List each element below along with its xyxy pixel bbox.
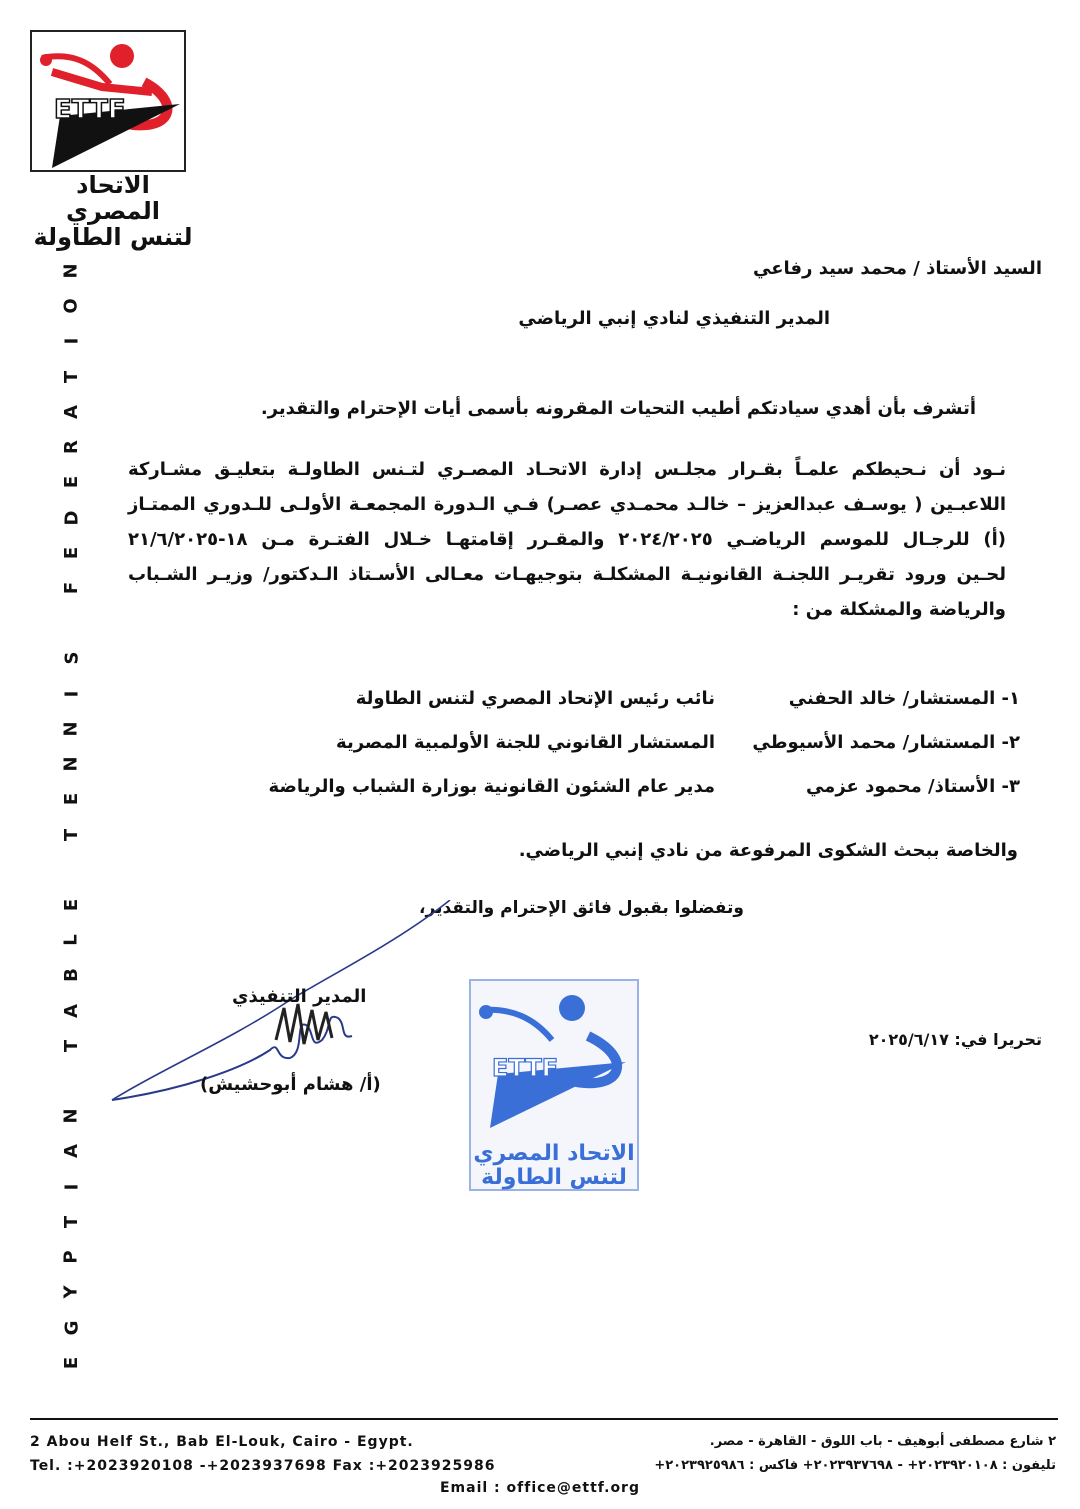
vertical-letter: G xyxy=(61,1320,82,1335)
concern-line: والخاصة ببحث الشكوى المرفوعة من نادي إنبي الرياضي. xyxy=(518,840,1018,861)
stamp-arabic-line2: لتنس الطاولة xyxy=(481,1165,627,1190)
logo-arabic-line2: لتنس الطاولة xyxy=(33,223,193,251)
paragraph-line: (أ) للرجـال للموسم الرياضـي ٢٠٢٤/٢٠٢٥ والمقـرر إقامتهـا خـلال الفتـرة مـن ١٨-٢١/٦/٢٠٢٥ xyxy=(128,529,1006,550)
vertical-letter: F xyxy=(60,581,82,595)
member-role: مدير عام الشئون القانونية بوزارة الشباب والرياضة xyxy=(268,776,715,797)
vertical-letter: D xyxy=(60,510,82,526)
member-name: ١- المستشار/ خالد الحفني xyxy=(788,688,1020,709)
vertical-letter: T xyxy=(61,1215,82,1229)
vertical-letter: E xyxy=(60,476,82,489)
member-name: ٣- الأستاذ/ محمود عزمي xyxy=(805,776,1020,797)
stamp-arabic-line1: الاتحاد المصري xyxy=(473,1141,635,1166)
vertical-letter: I xyxy=(60,690,82,697)
vertical-letter: T xyxy=(61,828,82,841)
vertical-letter xyxy=(63,620,81,626)
paragraph-line: نـود أن نـحيطكم علمـاً بقـرار مجلـس إدارة الاتحـاد المصـري لتـنس الطاولـة بتعليـق مشـاركة xyxy=(128,459,1006,480)
signatory-title: المدير التنفيذي xyxy=(232,986,367,1007)
logo-arabic-line1: الاتحاد المصري xyxy=(66,171,160,225)
member-name: ٢- المستشار/ محمد الأسيوطي xyxy=(752,732,1020,753)
recipient-name: السيد الأستاذ / محمد سيد رفاعي xyxy=(753,258,1042,279)
paragraph-line: اللاعبـين ( يوسـف عبدالعزيز – خالـد محمـدي عصـر) فـي الـدورة المجمعـة الأولـى للـدوري الممتـاز xyxy=(128,494,1006,515)
vertical-letter xyxy=(63,1078,81,1084)
body-paragraph xyxy=(128,452,1006,627)
paragraph-line: والرياضة والمشكلة من : xyxy=(792,599,1006,620)
federation-stamp xyxy=(468,978,640,1192)
vertical-letter: A xyxy=(61,404,82,419)
vertical-letter: L xyxy=(60,934,82,946)
vertical-federation-name xyxy=(60,262,84,1372)
vertical-letter: Y xyxy=(60,1285,82,1299)
closing-line: وتفضلوا بقبول فائق الإحترام والتقدير، xyxy=(419,898,744,918)
footer-divider xyxy=(30,1418,1058,1420)
stamp-abbr: ETTF xyxy=(492,1054,559,1082)
footer-address-ar: ٢ شارع مصطفى أبوهيف - باب اللوق - القاهرة - مصر. xyxy=(709,1434,1056,1449)
footer-email[interactable]: Email : office@ettf.org xyxy=(439,1480,640,1496)
vertical-letter: E xyxy=(60,793,82,806)
vertical-letter: T xyxy=(61,370,82,383)
paragraph-line: لحـين ورود تقريـر اللجنـة القانونيـة المشكلـة بتوجيهـات معـالى الأسـتاذ الـدكتور/ وزيـر الشـباب xyxy=(128,564,1006,585)
vertical-letter: E xyxy=(60,1356,82,1369)
vertical-letter: N xyxy=(60,1108,82,1124)
member-role: المستشار القانوني للجنة الأولمبية المصرية xyxy=(336,732,715,753)
vertical-letter: A xyxy=(61,1144,82,1159)
vertical-letter: A xyxy=(61,1003,82,1018)
committee-member xyxy=(260,776,1020,820)
vertical-letter: E xyxy=(60,898,82,912)
vertical-letter: I xyxy=(60,1183,82,1191)
committee-member xyxy=(260,732,1020,776)
logo-graphic xyxy=(32,32,184,170)
vertical-letter: N xyxy=(60,756,82,772)
greeting: أتشرف بأن أهدي سيادتكم أطيب التحيات المقرونه بأسمى أيات الإحترام والتقدير. xyxy=(260,398,976,419)
vertical-letter: T xyxy=(61,1039,82,1052)
logo-abbr: ETTF xyxy=(54,95,126,125)
vertical-letter: P xyxy=(60,1250,82,1264)
vertical-letter: I xyxy=(60,338,82,345)
vertical-letter: O xyxy=(61,298,82,314)
vertical-letter: B xyxy=(60,968,82,983)
footer-address-en: 2 Abou Helf St., Bab El-Louk, Cairo - Egypt. xyxy=(30,1434,414,1450)
footer-phones-en: Tel. :+2023920108 -+2023937698 Fax :+2023925986 xyxy=(30,1458,496,1474)
footer-phones-ar: تليفون : ٢٠٢٣٩٢٠١٠٨+ - ٢٠٢٣٩٣٧٦٩٨+ فاكس : ٢٠٢٣٩٢٥٩٨٦+ xyxy=(654,1458,1056,1473)
vertical-letter: E xyxy=(60,546,82,559)
committee-list xyxy=(260,688,1020,820)
member-role: نائب رئيس الإتحاد المصري لتنس الطاولة xyxy=(355,688,715,709)
signatory-name: (أ/ هشام أبوحشيش) xyxy=(200,1074,381,1095)
vertical-letter: S xyxy=(61,651,82,665)
issue-date: تحريرا في: ٢٠٢٥/٦/١٧ xyxy=(868,1030,1042,1049)
recipient-title: المدير التنفيذي لنادي إنبي الرياضي xyxy=(518,308,830,329)
vertical-letter xyxy=(63,867,81,873)
committee-member xyxy=(260,688,1020,732)
logo-arabic-name xyxy=(28,172,198,250)
vertical-letter: N xyxy=(60,721,82,737)
vertical-letter: R xyxy=(61,440,82,455)
federation-logo xyxy=(30,30,186,172)
vertical-letter: N xyxy=(60,263,82,279)
